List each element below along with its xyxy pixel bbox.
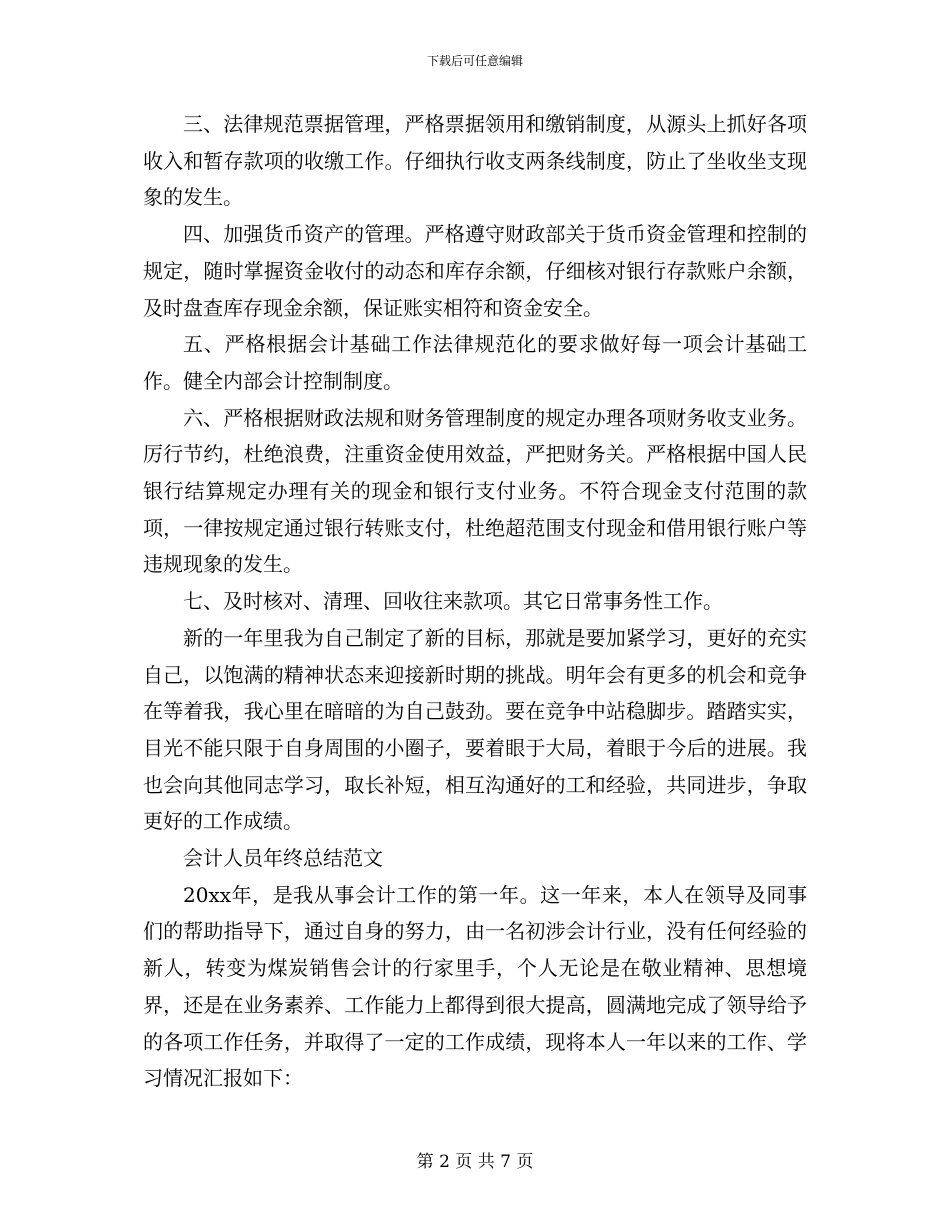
- paragraph-financial-regulations: 六、严格根据财政法规和财务管理制度的规定办理各项财务收支业务。厉行节约，杜绝浪费，注重资金使用效益，严把财务关。严格根据中国人民银行结算规定办理有关的现金和银行支付业务。不符合现金支付范围的款项，一律按规定通过银行转账支付，杜绝超范围支付现金和借用银行账户等违规现象的发生。: [143, 405, 807, 577]
- paragraph-monetary-assets: 四、加强货币资产的管理。严格遵守财政部关于货币资金管理和控制的规定，随时掌握资金收付的动态和库存余额，仔细核对银行存款账户余额，及时盘查库存现金余额，保证账实相符和资金安全。: [143, 222, 807, 320]
- page-footer: 第 2 页 共 7 页: [416, 1152, 534, 1172]
- paragraph-bill-management: 三、法律规范票据管理，严格票据领用和缴销制度，从源头上抓好各项收入和暂存款项的收缴工作。仔细执行收支两条线制度，防止了坐收坐支现象的发生。: [143, 112, 807, 210]
- section-title: 会计人员年终总结范文: [183, 846, 383, 871]
- paragraph-year-summary: 20xx年，是我从事会计工作的第一年。这一年来，本人在领导及同事们的帮助指导下，通过自身的努力，由一名初涉会计行业，没有任何经验的新人，转变为煤炭销售会计的行家里手，个人无论是在敬业精神、思想境界，还是在业务素养、工作能力上都得到很大提高，圆满地完成了领导给予的各项工作任务，并取得了一定的工作成绩，现将本人一年以来的工作、学习情况汇报如下：: [143, 882, 807, 1091]
- paragraph-new-year-goals: 新的一年里我为自己制定了新的目标，那就是要加紧学习，更好的充实自己，以饱满的精神状态来迎接新时期的挑战。明年会有更多的机会和竞争在等着我，我心里在暗暗的为自己鼓劲。要在竞争中站稳脚步。踏踏实实，目光不能只限于自身周围的小圈子，要着眼于大局，着眼于今后的进展。我也会向其他同志学习，取长补短，相互沟通好的工和经验，共同进步，争取更好的工作成绩。: [143, 625, 807, 834]
- document-body: [143, 106, 807, 1097]
- page-header: 下载后可任意编辑: [426, 54, 523, 68]
- paragraph-accounting-basics: 五、严格根据会计基础工作法律规范化的要求做好每一项会计基础工作。健全内部会计控制制度。: [143, 332, 807, 393]
- paragraph-accounts-reconciliation: 七、及时核对、清理、回收往来款项。其它日常事务性工作。: [183, 589, 723, 614]
